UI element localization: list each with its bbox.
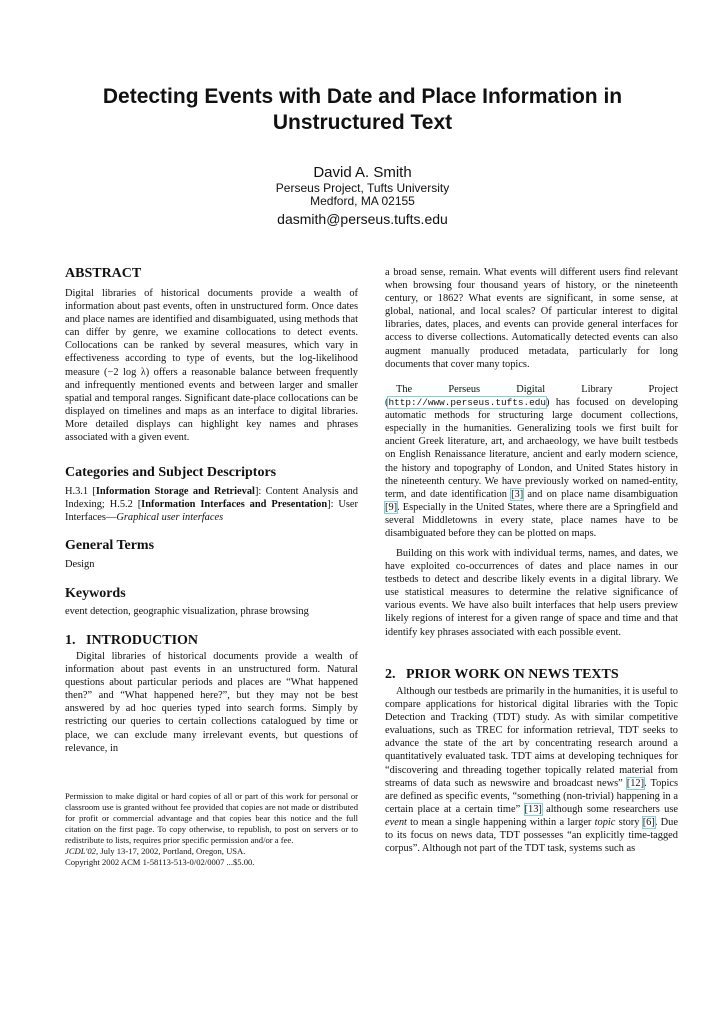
prior-italic-word: topic <box>594 816 616 828</box>
citation-link[interactable]: [9] <box>385 501 398 513</box>
citation-link[interactable]: [12] <box>626 777 645 789</box>
citation-link[interactable]: [3] <box>511 488 524 500</box>
categories-bold: Information Interfaces and Presentation <box>141 499 328 511</box>
categories-text <box>65 485 358 524</box>
abstract-heading: ABSTRACT <box>65 266 142 281</box>
prior-work-paragraph <box>385 685 678 855</box>
abstract-text: Digital libraries of historical documents provide a wealth of information about past events, often in unstructured form. Once dates and place names are identified and disambiguated, using methods that can differ by genre, we examine collocations to detect events. Collocations can be ranked by several measures, which vary in effectiveness according to type of events, but the log-likelihood measure (−2 log λ) offers a reasonable balance between frequently and infrequently mentioned events and between larger and smaller spatial and temporal ranges. Significant date-place collocations can be displayed on timelines and maps as an interface to digital libraries. More detailed displays can highlight key names and phrases associated with a given event. <box>65 288 358 444</box>
keywords-heading: Keywords <box>65 586 126 601</box>
introduction-paragraph-2 <box>385 383 678 540</box>
general-terms-text: Design <box>65 559 95 570</box>
categories-italic: Graphical user interfaces <box>116 512 224 524</box>
categories-bold: Information Storage and Retrieval <box>95 486 255 497</box>
author-affiliation: Perseus Project, Tufts University <box>275 181 450 195</box>
author-name: David A. Smith <box>313 164 412 181</box>
permission-text: Permission to make digital or hard copies of all or part of this work for personal or classroom use is granted without fee provided that copies are not made or distributed for profit or commercial advantage and that copies bear this notice and the full citation on the first page. To copy otherwise, to republish, to post on servers or to redistribute to lists, requires prior specific permission and/or a fee. <box>65 791 358 845</box>
prior-part: to mean a single happening within a larger <box>406 816 595 828</box>
categories-part: ]: User Interfaces— <box>65 499 358 524</box>
perseus-url-link[interactable]: http://www.perseus.tufts.edu <box>388 397 546 409</box>
prior-part: although some researchers use <box>541 803 678 815</box>
prior-part: . Topics are defined as specific events, “something (non-trivial) happening in a certain place at a certain time” <box>385 777 678 815</box>
intro-p2-part: . Especially in the United States, where there are a Springfield and several Middletowns in every state, place names have to be disambiguated before they can be plotted on maps. <box>385 501 678 540</box>
general-terms-heading: General Terms <box>65 538 155 553</box>
introduction-paragraph-3: Building on this work with individual terms, names, and dates, we have exploited co-occurrences of dates and place names in our testbeds to detect and describe likely events in a digital library. We use statistical measures to determine the relative significance of various events. We have also built interfaces that help users preview likely regions of interest for a given range of space and time and that identify key phrases associated with each possible event. <box>385 548 678 638</box>
author-email: dasmith@perseus.tufts.edu <box>277 211 448 227</box>
copyright-line: Copyright 2002 ACM 1-58113-513-0/02/0007 ...$5.00. <box>65 857 255 867</box>
introduction-paragraph-1-continued: a broad sense, remain. What events will different users find relevant when browsing four thousand years of history, or the nineteenth century, or 1862? What events are significant, in some sense, at global, national, and local scales? Of particular interest to digital libraries, dates, places, and events can provide general interfaces for access to diverse collections. Automatically detected events can also augment manually produced metadata, particularly for long documents that cover many topics. <box>385 267 678 370</box>
categories-heading: Categories and Subject Descriptors <box>65 465 277 480</box>
prior-part: story <box>615 816 643 828</box>
prior-work-heading: 2. PRIOR WORK ON NEWS TEXTS <box>385 667 619 682</box>
prior-part: . Due to its focus on news data, TDT possesses “an explicitly time-tagged corpus”. Although not part of the TDT task, systems such as <box>385 816 678 855</box>
intro-p2-part: and on place name disambiguation <box>523 488 678 500</box>
introduction-heading: 1. INTRODUCTION <box>65 633 199 648</box>
paper-title: Detecting Events with Date and Place Information in Unstructured Text <box>102 85 623 134</box>
keywords-text: event detection, geographic visualization, phrase browsing <box>65 606 309 617</box>
author-address: Medford, MA 02155 <box>310 194 415 208</box>
conference-details: July 13-17, 2002, Portland, Oregon, USA. <box>98 846 246 856</box>
intro-p2-part: The Perseus Digital Library Project ( <box>385 384 678 409</box>
conference-name: JCDL'02, <box>65 846 99 856</box>
prior-italic-word: event <box>385 816 407 828</box>
categories-part: ]: Content Analysis and Indexing; H.5.2 [ <box>65 486 358 511</box>
citation-link[interactable]: [13] <box>524 803 542 815</box>
categories-part: H.3.1 [ <box>65 486 96 497</box>
permission-notice <box>65 791 358 868</box>
citation-link[interactable]: [6] <box>642 816 655 828</box>
author-block <box>60 163 665 230</box>
prior-part: Although our testbeds are primarily in the humanities, it is useful to compare applications for historical digital libraries with the Topic Detection and Tracking (TDT) study. As with similar competitive evaluations, such as TREC for information retrieval, TDT seeks to advance the state of the art by concentrating research around a quantitatively evaluated task. TDT aims at developing techniques for “discovering and threading together topically related material from streams of data such as newswire and broadcast news” <box>385 686 678 789</box>
conference-line <box>65 846 358 857</box>
introduction-paragraph-1: Digital libraries of historical documents provide a wealth of information about past events in an unstructured form. Natural questions about particular periods and places are “What happened then?” and “What happened here?”, but they may not be best answered by ad hoc queries typed into search forms. Simply by restricting our queries to certain collections catalogued by time or place, we can exclude many irrelevant events, but questions of relevance, in <box>65 651 358 754</box>
intro-p2-part: ) has focused on developing automatic methods for structuring large document collections, especially in the humanities. Generalizing tools we first built for ancient Greek literature, art, and archaeology, we have built testbeds on English Renaissance literature, ancient and early modern science, the history and topography of London, and United States history in the nineteenth century. We have previously worked on named-entity, term, and date identification <box>385 397 678 500</box>
